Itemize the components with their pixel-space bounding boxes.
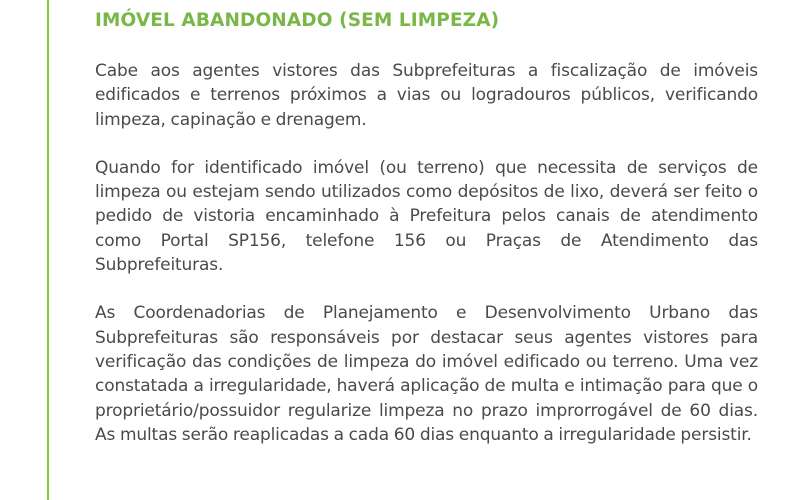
left-accent-rule bbox=[47, 0, 49, 500]
paragraph-fiscalizacao: Cabe aos agentes vistores das Subprefeituras a fiscalização de imóveis edificados e terrenos próximos a vias ou logradouros públicos, verificando limpeza, capinação e drenagem. bbox=[95, 61, 758, 130]
section-title: IMÓVEL ABANDONADO (SEM LIMPEZA) bbox=[95, 10, 500, 31]
paragraph-pedido-vistoria: Quando for identificado imóvel (ou terreno) que necessita de serviços de limpeza ou estejam sendo utilizados como depósitos de lixo, deverá ser feito o pedido de vistoria encaminhado à Prefeitura pelos canais de atendimento como Portal SP156, telefone 156 ou Praças de Atendimento das Subprefeituras. bbox=[95, 157, 758, 276]
paragraph-multas: As Coordenadorias de Planejamento e Desenvolvimento Urbano das Subprefeituras são responsáveis por destacar seus agentes vistores para verificação das condições de limpeza do imóvel edificado ou terreno. Uma vez constatada a irregularidade, haverá aplicação de multa e intimação para que o proprietário/possuidor regularize limpeza no prazo improrrogável de 60 dias. As multas serão reaplicadas a cada 60 dias enquanto a irregularidade persistir. bbox=[95, 303, 758, 445]
document-body bbox=[95, 8, 758, 471]
